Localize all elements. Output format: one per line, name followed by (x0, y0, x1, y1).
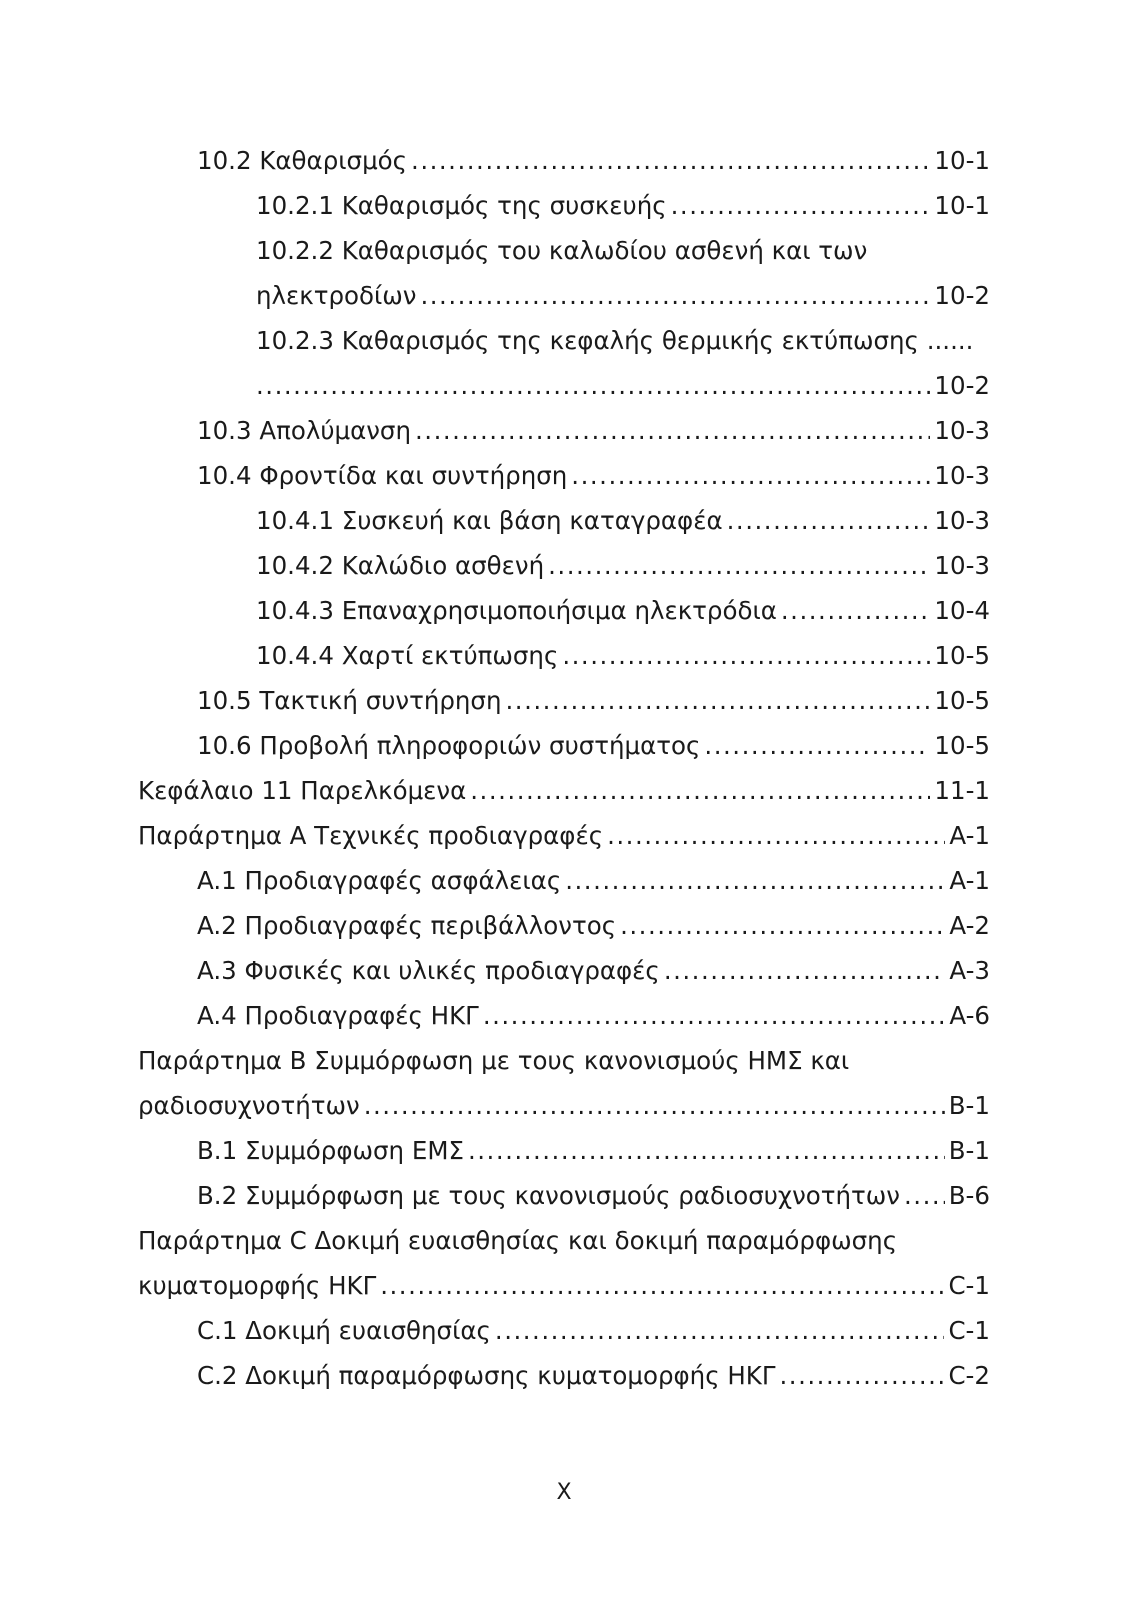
toc-entry-title: 10.2.1 Καθαρισμός της συσκευής (256, 191, 667, 220)
toc-entry-page: 10-1 (934, 146, 990, 175)
toc-entry-page: C-1 (948, 1316, 990, 1345)
toc-entry-title: Κεφάλαιο 11 Παρελκόμενα (138, 776, 467, 805)
toc-entry-title-line1: 10.2.3 Καθαρισμός της κεφαλής θερμικής εκτύπωσης ...... (256, 326, 974, 355)
dot-leader (727, 498, 931, 543)
toc-entry-title: A.2 Προδιαγραφές περιβάλλοντος (197, 911, 617, 940)
toc-entry-page: B-1 (948, 1136, 990, 1165)
toc-entry-page: C-1 (948, 1271, 990, 1300)
dot-leader (781, 588, 931, 633)
toc-entry-page: B-6 (948, 1181, 990, 1210)
toc-entry-page: 10-2 (934, 371, 990, 400)
dot-leader (415, 408, 930, 453)
toc-entry-title: 10.4.2 Καλώδιο ασθενή (256, 551, 545, 580)
dot-leader (506, 678, 931, 723)
dot-leader (468, 1128, 945, 1173)
toc-entry-page: A-3 (949, 956, 990, 985)
toc-entry-title: C.2 Δοκιμή παραμόρφωσης κυματομορφής ΗΚΓ (197, 1361, 776, 1390)
dot-leader (470, 768, 930, 813)
toc-entry[interactable] (197, 678, 990, 723)
table-of-contents (0, 138, 1128, 1398)
toc-entry-title: κυματομορφής ΗΚΓ (138, 1271, 377, 1300)
toc-entry[interactable] (197, 138, 990, 183)
toc-entry-page: 10-3 (934, 506, 990, 535)
toc-entry-title: 10.2 Καθαρισμός (197, 146, 408, 175)
toc-entry-title: C.1 Δοκιμή ευαισθησίας (197, 1316, 491, 1345)
dot-leader (780, 1353, 945, 1398)
dot-leader (495, 1308, 945, 1353)
toc-entry[interactable] (138, 1038, 990, 1128)
toc-entry[interactable] (197, 1173, 990, 1218)
toc-entry[interactable] (256, 183, 990, 228)
toc-entry[interactable] (256, 588, 990, 633)
toc-entry[interactable] (256, 318, 990, 408)
toc-entry[interactable] (197, 903, 990, 948)
dot-leader (904, 1173, 945, 1218)
toc-entry-page: 11-1 (934, 776, 990, 805)
dot-leader (620, 903, 945, 948)
toc-entry-title: A.4 Προδιαγραφές ΗΚΓ (197, 1001, 479, 1030)
toc-entry-title: 10.3 Απολύμανση (197, 416, 411, 445)
toc-entry-page: 10-3 (934, 461, 990, 490)
toc-entry[interactable] (197, 993, 990, 1038)
toc-entry[interactable] (197, 1308, 990, 1353)
dot-leader (420, 273, 930, 318)
dot-leader (671, 183, 931, 228)
toc-entry-page: 10-5 (934, 686, 990, 715)
toc-entry-title: 10.6 Προβολή πληροφοριών συστήματος (197, 731, 701, 760)
toc-entry-page: 10-3 (934, 551, 990, 580)
toc-entry-page: A-6 (949, 1001, 990, 1030)
toc-entry[interactable] (197, 1128, 990, 1173)
toc-entry-page: 10-5 (934, 641, 990, 670)
toc-entry[interactable] (197, 1353, 990, 1398)
dot-leader (562, 633, 930, 678)
toc-entry-title-line1: Παράρτημα B Συμμόρφωση με τους κανονισμούς ΗΜΣ και (138, 1046, 850, 1075)
toc-entry[interactable] (256, 633, 990, 678)
toc-entry[interactable] (197, 408, 990, 453)
toc-entry-title: 10.4.4 Χαρτί εκτύπωσης (256, 641, 559, 670)
dot-leader (548, 543, 930, 588)
dot-leader (483, 993, 946, 1038)
page-number: X (556, 1480, 572, 1505)
dot-leader (704, 723, 930, 768)
toc-entry[interactable] (256, 228, 990, 318)
dot-leader (664, 948, 946, 993)
toc-entry-title: ηλεκτροδίων (256, 281, 417, 310)
toc-entry[interactable] (138, 768, 990, 813)
toc-entry-page: B-1 (948, 1091, 990, 1120)
toc-entry[interactable] (197, 453, 990, 498)
dot-leader (364, 1083, 945, 1128)
toc-entry-page: 10-5 (934, 731, 990, 760)
toc-entry[interactable] (197, 723, 990, 768)
toc-entry-title: 10.5 Τακτική συντήρηση (197, 686, 502, 715)
toc-entry-title: 10.4 Φροντίδα και συντήρηση (197, 461, 568, 490)
toc-entry-title: 10.4.1 Συσκευή και βάση καταγραφέα (256, 506, 723, 535)
toc-entry-title-line1: 10.2.2 Καθαρισμός του καλωδίου ασθενή και των (256, 236, 868, 265)
dot-leader (607, 813, 945, 858)
dot-leader (571, 453, 930, 498)
toc-entry-title: A.3 Φυσικές και υλικές προδιαγραφές (197, 956, 660, 985)
toc-entry[interactable] (197, 858, 990, 903)
toc-entry-title: 10.4.3 Επαναχρησιμοποιήσιμα ηλεκτρόδια (256, 596, 777, 625)
toc-entry-page: A-2 (949, 911, 990, 940)
toc-entry-page: 10-1 (934, 191, 990, 220)
toc-entry[interactable] (138, 1218, 990, 1308)
toc-entry[interactable] (138, 813, 990, 858)
dot-leader (380, 1263, 944, 1308)
toc-entry-title: A.1 Προδιαγραφές ασφάλειας (197, 866, 562, 895)
toc-entry-page: 10-3 (934, 416, 990, 445)
dot-leader (411, 138, 930, 183)
toc-entry-page: A-1 (949, 821, 990, 850)
toc-entry-title-line1: Παράρτημα C Δοκιμή ευαισθησίας και δοκιμή παραμόρφωσης (138, 1226, 898, 1255)
toc-entry-title: ραδιοσυχνοτήτων (138, 1091, 360, 1120)
toc-entry[interactable] (197, 948, 990, 993)
dot-leader (565, 858, 945, 903)
toc-entry-page: 10-2 (934, 281, 990, 310)
toc-entry-title: Παράρτημα A Τεχνικές προδιαγραφές (138, 821, 604, 850)
toc-entry-page: C-2 (948, 1361, 990, 1390)
dot-leader (256, 363, 930, 408)
toc-entry-page: 10-4 (934, 596, 990, 625)
toc-entry[interactable] (256, 543, 990, 588)
toc-entry[interactable] (256, 498, 990, 543)
toc-entry-page: A-1 (949, 866, 990, 895)
toc-entry-title: B.1 Συμμόρφωση ΕΜΣ (197, 1136, 464, 1165)
toc-entry-title: B.2 Συμμόρφωση με τους κανονισμούς ραδιοσυχνοτήτων (197, 1181, 900, 1210)
